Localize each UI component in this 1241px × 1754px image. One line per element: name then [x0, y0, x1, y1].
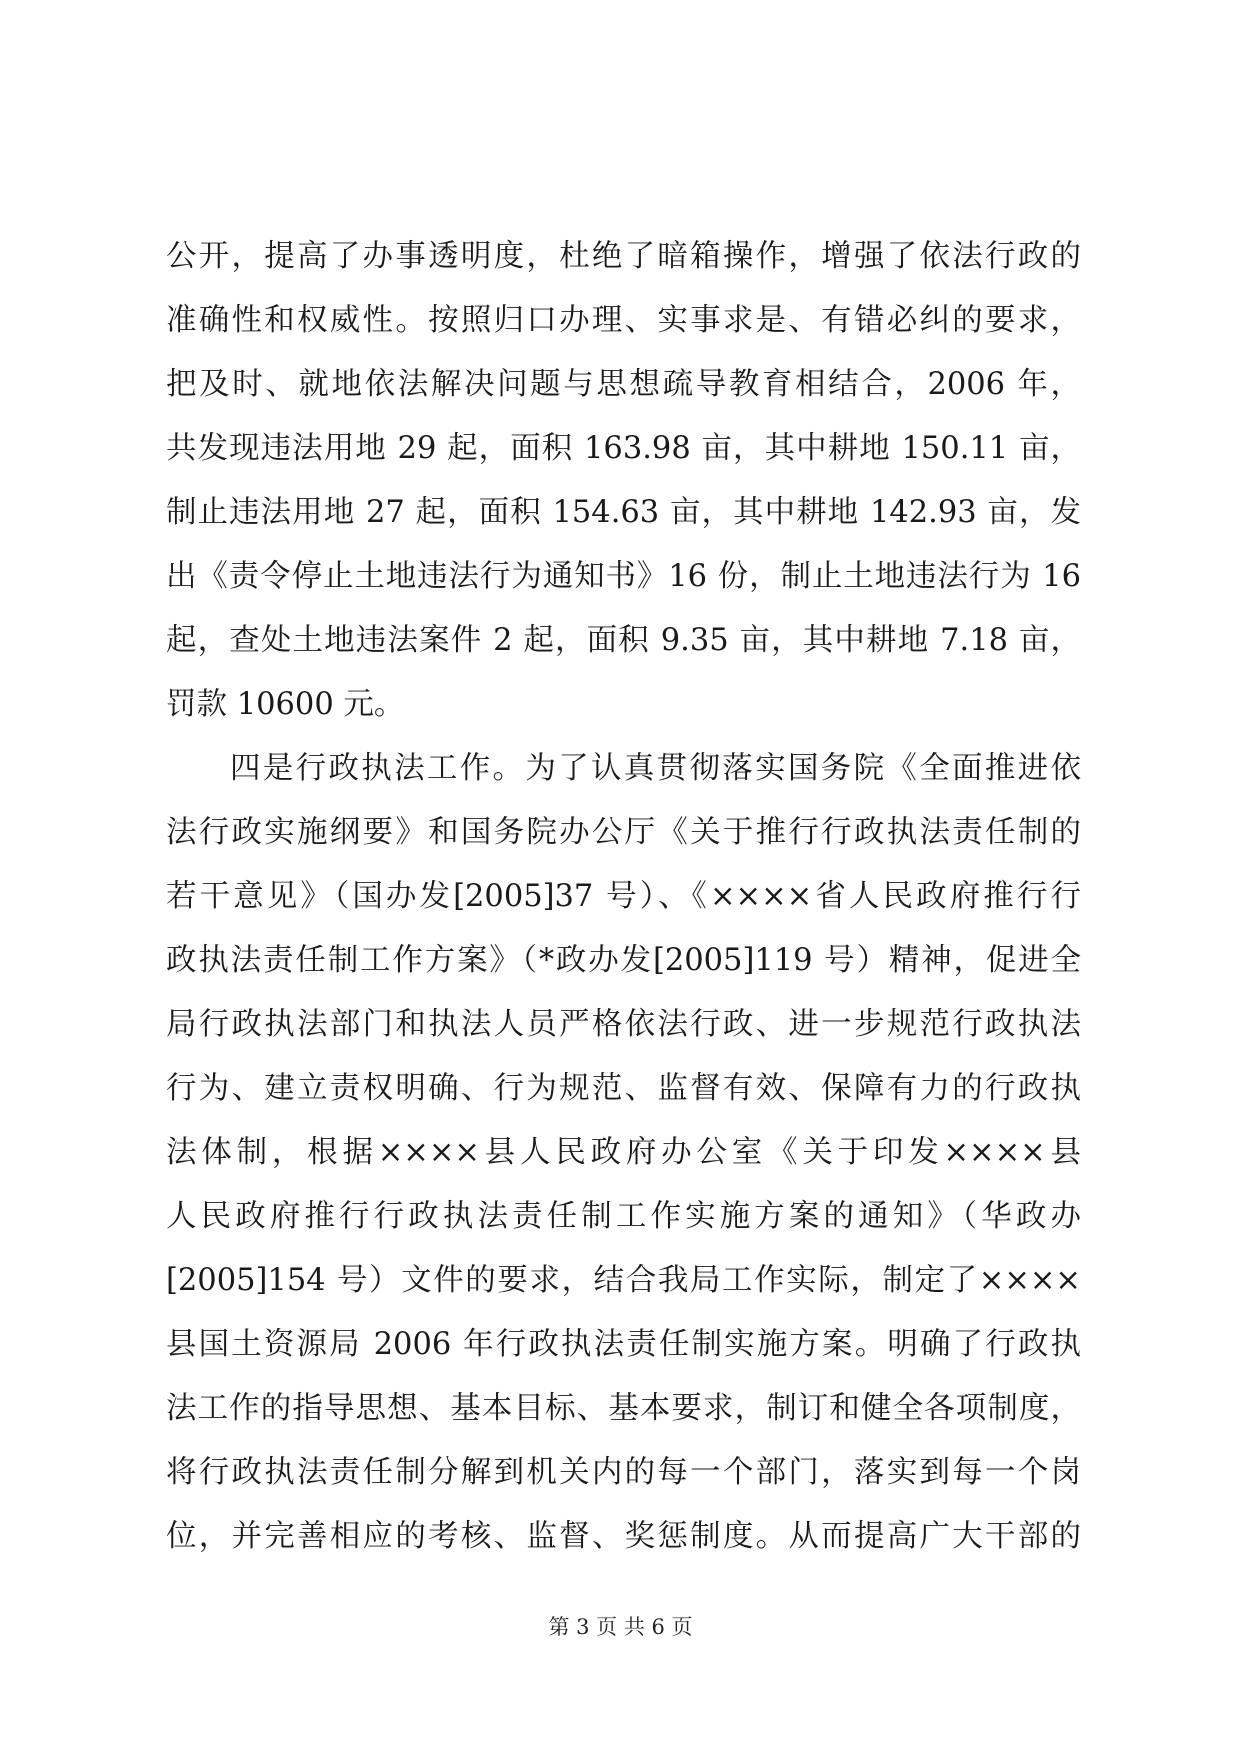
text-line: 法体制，根据××××县人民政府办公室《关于印发××××县: [166, 1135, 1081, 1170]
text-line: 人民政府推行行政执法责任制工作实施方案的通知》（华政办: [166, 1199, 1081, 1234]
text-line: 将行政执法责任制分解到机关内的每一个部门，落实到每一个岗: [166, 1455, 1081, 1490]
paragraph-1: [166, 225, 1081, 737]
page-number-footer: 第 3 页 共 6 页: [548, 1615, 693, 1639]
text-line: 法行政实施纲要》和国务院办公厅《关于推行行政执法责任制的: [166, 815, 1081, 850]
paragraph-2: [166, 737, 1081, 1569]
text-line: 位，并完善相应的考核、监督、奖惩制度。从而提高广大干部的: [166, 1519, 1081, 1554]
text-line: 行为、建立责权明确、行为规范、监督有效、保障有力的行政执: [166, 1071, 1081, 1106]
text-line: 把及时、就地依法解决问题与思想疏导教育相结合，2006 年，: [166, 367, 1081, 402]
text-line: 公开，提高了办事透明度，杜绝了暗箱操作，增强了依法行政的: [166, 239, 1081, 274]
text-line: 共发现违法用地 29 起，面积 163.98 亩，其中耕地 150.11 亩，: [166, 431, 1081, 466]
text-line: 四是行政执法工作。为了认真贯彻落实国务院《全面推进依: [230, 751, 1081, 786]
body-text: [166, 225, 1081, 1569]
text-line: 起，查处土地违法案件 2 起，面积 9.35 亩，其中耕地 7.18 亩，: [166, 623, 1081, 658]
text-line: [2005]154 号）文件的要求，结合我局工作实际，制定了××××: [166, 1263, 1081, 1298]
text-line: 局行政执法部门和执法人员严格依法行政、进一步规范行政执法: [166, 1007, 1081, 1042]
text-line: 出《责令停止土地违法行为通知书》16 份，制止土地违法行为 16: [166, 559, 1081, 594]
text-line: 准确性和权威性。按照归口办理、实事求是、有错必纠的要求，: [166, 303, 1081, 338]
text-line: 罚款 10600 元。: [166, 687, 405, 722]
text-line: 县国土资源局 2006 年行政执法责任制实施方案。明确了行政执: [166, 1327, 1081, 1362]
text-line: 制止违法用地 27 起，面积 154.63 亩，其中耕地 142.93 亩，发: [166, 495, 1081, 530]
text-line: 政执法责任制工作方案》（*政办发[2005]119 号）精神，促进全: [166, 943, 1081, 978]
text-line: 法工作的指导思想、基本目标、基本要求，制订和健全各项制度，: [166, 1391, 1081, 1426]
text-line: 若干意见》（国办发[2005]37 号）、《××××省人民政府推行行: [166, 879, 1081, 914]
